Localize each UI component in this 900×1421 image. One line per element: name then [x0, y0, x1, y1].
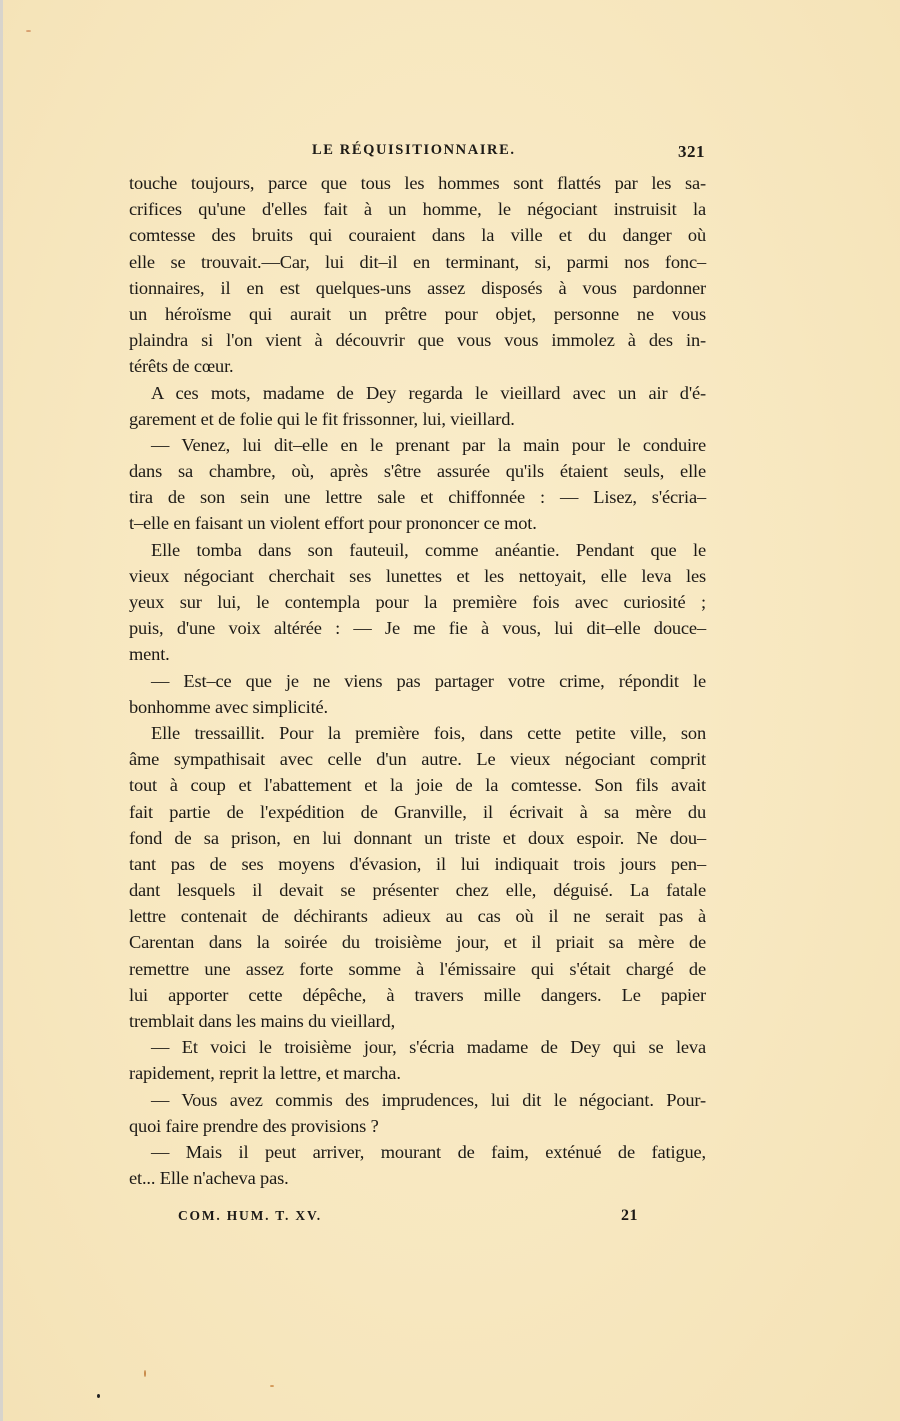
text-line: lui apporter cette dépêche, à travers mille dangers. Le papier — [129, 984, 706, 1005]
text-line: touche toujours, parce que tous les hommes sont flattés par les sa- — [129, 173, 706, 193]
text-line: — Mais il peut arriver, mourant de faim, exténué de fatigue, — [151, 1141, 706, 1162]
text-line: tira de son sein une lettre sale et chiffonnée : — Lisez, s'écria– — [129, 487, 706, 508]
text-line: — Venez, lui dit–elle en le prenant par la main pour le conduire — [151, 434, 706, 455]
text-line: un héroïsme qui aurait un prêtre pour objet, personne ne vous — [129, 303, 706, 324]
paper-speck — [97, 1394, 100, 1398]
volume-reference: COM. HUM. T. XV. — [178, 1208, 322, 1223]
text-line: — Et voici le troisième jour, s'écria madame de Dey qui se leva — [151, 1037, 706, 1058]
text-line: elle se trouvait.—Car, lui dit–il en terminant, si, parmi nos fonc– — [129, 251, 706, 272]
text-line: comtesse des bruits qui couraient dans la ville et du danger où — [129, 225, 706, 246]
text-line: garement et de folie qui le fit frissonner, lui, vieillard. — [129, 408, 515, 429]
text-line: — Vous avez commis des imprudences, lui dit le négociant. Pour- — [151, 1089, 706, 1110]
chapter-title: LE RÉQUISITIONNAIRE. — [312, 142, 516, 158]
text-line: plaindra si l'on vient à découvrir que vous vous immolez à des in- — [129, 330, 706, 351]
text-line: âme sympathisait avec celle d'un autre. Le vieux négociant comprit — [129, 749, 706, 770]
paper-speck — [270, 1385, 274, 1387]
text-line: bonhomme avec simplicité. — [129, 696, 329, 717]
text-line: yeux sur lui, le contempla pour la première fois avec curiosité ; — [129, 592, 706, 612]
text-line: puis, d'une voix altérée : — Je me fie à vous, lui dit–elle douce– — [129, 618, 706, 639]
body-text — [129, 170, 706, 1191]
text-line: tout à coup et l'abattement et la joie de la comtesse. Son fils avait — [129, 775, 706, 796]
signature-mark: 21 — [621, 1207, 638, 1224]
text-line: térêts de cœur. — [129, 356, 234, 377]
text-line: — Est–ce que je ne viens pas partager votre crime, répondit le — [151, 670, 706, 691]
text-line: tremblait dans les mains du vieillard, — [129, 1011, 396, 1031]
text-line: Elle tomba dans son fauteuil, comme anéantie. Pendant que le — [151, 539, 706, 560]
text-line: Elle tressaillit. Pour la première fois, dans cette petite ville, son — [151, 722, 706, 743]
paper-speck — [144, 1370, 146, 1377]
running-header — [128, 142, 705, 164]
text-line: rapidement, reprit la lettre, et marcha. — [129, 1063, 401, 1084]
text-line: dans sa chambre, où, après s'être assurée qu'ils étaient seuls, elle — [129, 461, 706, 482]
text-line: tant pas de ses moyens d'évasion, il lui indiquait trois jours pen– — [129, 853, 706, 874]
text-line: et... Elle n'acheva pas. — [129, 1168, 289, 1189]
text-line: Carentan dans la soirée du troisième jour, et il priait sa mère de — [129, 932, 706, 953]
text-line: ment. — [129, 644, 170, 665]
text-line: fait partie de l'expédition de Granville, il écrivait à sa mère du — [129, 801, 706, 822]
text-line: vieux négociant cherchait ses lunettes et les nettoyait, elle leva les — [129, 565, 706, 586]
page-number: 321 — [678, 142, 705, 161]
page-footer — [178, 1208, 638, 1230]
text-line: quoi faire prendre des provisions ? — [129, 1115, 379, 1136]
text-line: lettre contenait de déchirants adieux au cas où il ne serait pas à — [129, 906, 706, 927]
paper-speck — [26, 30, 31, 32]
scan-edge-strip — [0, 0, 3, 1421]
text-line: A ces mots, madame de Dey regarda le vieillard avec un air d'é- — [151, 382, 706, 403]
text-line: dant lesquels il devait se présenter chez elle, déguisé. La fatale — [129, 880, 706, 901]
text-line: remettre une assez forte somme à l'émissaire qui s'était chargé de — [129, 958, 706, 979]
text-line: tionnaires, il en est quelques-uns assez disposés à vous pardonner — [129, 277, 706, 298]
text-line: crifices qu'une d'elles fait à un homme, le négociant instruisit la — [129, 199, 706, 220]
text-line: t–elle en faisant un violent effort pour prononcer ce mot. — [129, 513, 537, 534]
text-line: fond de sa prison, en lui donnant un triste et doux espoir. Ne dou– — [129, 827, 706, 848]
